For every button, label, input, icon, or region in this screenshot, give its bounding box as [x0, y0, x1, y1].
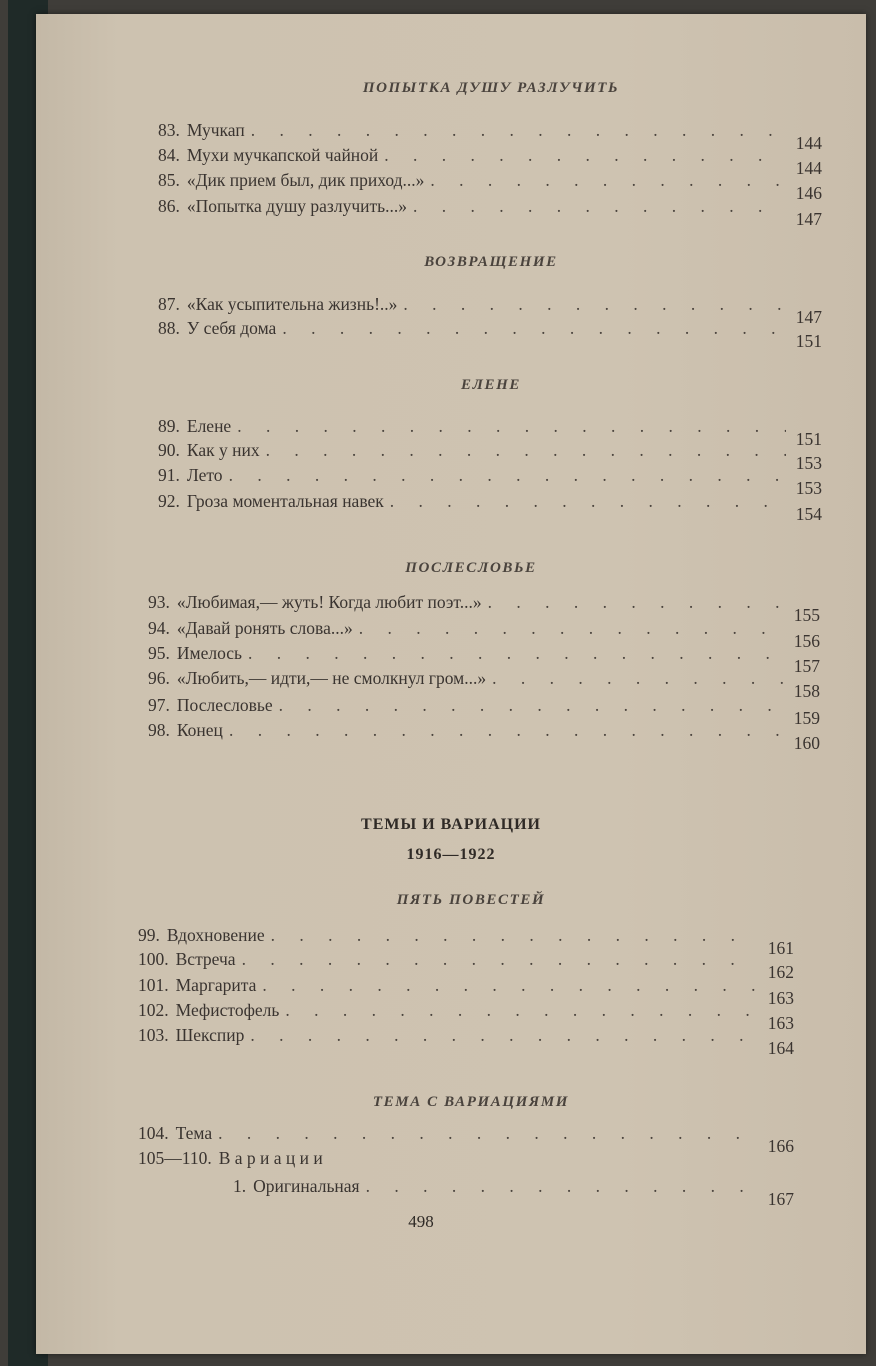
- toc-entry: [158, 145, 822, 178]
- section-heading: ПЯТЬ ПОВЕСТЕЙ: [396, 892, 546, 908]
- entry-title: «Давай ронять слова...»: [176, 618, 353, 638]
- entry-title: «Любимая,— жуть! Когда любит поэт...»: [176, 592, 482, 612]
- entry-title: Послесловье: [176, 695, 273, 715]
- entry-number: 92.: [158, 491, 180, 511]
- entry-number: 94.: [148, 618, 170, 638]
- toc-entry: [138, 925, 794, 958]
- entry-number: 1.: [233, 1176, 247, 1196]
- entry-title: «Любить,— идти,— не смолкнул гром...»: [176, 668, 487, 688]
- toc-entry: [158, 416, 822, 449]
- entry-title: Мефистофель: [175, 1000, 280, 1020]
- dot-leader: [403, 294, 786, 314]
- dot-leader: [366, 1176, 758, 1196]
- toc-entry: [148, 668, 820, 701]
- entry-page: 144: [795, 133, 822, 153]
- entry-number: 84.: [158, 145, 180, 165]
- entry-page: 164: [767, 1038, 794, 1058]
- entry-title: Вдохновение: [166, 925, 265, 945]
- toc-entry: [158, 491, 822, 524]
- dot-leader: [492, 668, 784, 688]
- dot-leader: [390, 491, 786, 511]
- entry-page: 151: [795, 429, 822, 449]
- toc-entry: [158, 294, 822, 327]
- toc-entry: [158, 440, 822, 473]
- dot-leader: [250, 1025, 758, 1045]
- entry-page: 160: [793, 733, 820, 753]
- dot-leader: [384, 145, 786, 165]
- entry-page: 153: [795, 478, 822, 498]
- entry-number: 83.: [158, 120, 180, 140]
- entry-title: Лето: [186, 465, 223, 485]
- part-title: ТЕМЫ И ВАРИАЦИИ: [361, 816, 541, 833]
- toc-entry: [148, 695, 820, 728]
- book-page: [36, 14, 866, 1354]
- entry-page: 163: [767, 988, 794, 1008]
- entry-title: В а р и а ц и и: [218, 1148, 323, 1168]
- entry-page: 162: [767, 962, 794, 982]
- dot-leader: [271, 925, 758, 945]
- entry-page: 155: [793, 605, 820, 625]
- entry-number: 101.: [138, 975, 169, 995]
- toc-entry: [138, 1148, 794, 1168]
- dot-leader: [413, 196, 786, 216]
- entry-page: 157: [793, 656, 820, 676]
- dot-leader: [229, 465, 786, 485]
- entry-number: 96.: [148, 668, 170, 688]
- dot-leader: [488, 592, 784, 612]
- dot-leader: [279, 695, 784, 715]
- entry-number: 103.: [138, 1025, 169, 1045]
- dot-leader: [242, 949, 758, 969]
- dot-leader: [251, 120, 786, 140]
- entry-title: «Попытка душу разлучить...»: [186, 196, 408, 216]
- entry-page: 146: [795, 183, 822, 203]
- entry-title: Маргарита: [175, 975, 257, 995]
- toc-entry: [148, 618, 820, 651]
- entry-number: 97.: [148, 695, 170, 715]
- entry-number: 99.: [138, 925, 160, 945]
- dot-leader: [266, 440, 786, 460]
- entry-title: Как у них: [186, 440, 260, 460]
- section-heading: ЕЛЕНЕ: [461, 377, 521, 393]
- section-heading: ПОПЫТКА ДУШУ РАЗЛУЧИТЬ: [362, 80, 620, 96]
- entry-title: Встреча: [175, 949, 236, 969]
- entry-number: 86.: [158, 196, 180, 216]
- entry-number: 93.: [148, 592, 170, 612]
- entry-page: 159: [793, 708, 820, 728]
- entry-page: 163: [767, 1013, 794, 1033]
- dot-leader: [282, 318, 786, 338]
- toc-entry: [148, 643, 820, 676]
- dot-leader: [430, 170, 786, 190]
- part-years: 1916—1922: [406, 846, 496, 863]
- entry-page: 156: [793, 631, 820, 651]
- toc-entry: [148, 592, 820, 625]
- entry-page: 147: [795, 209, 822, 229]
- dot-leader: [248, 643, 784, 663]
- entry-title: Гроза моментальная навек: [186, 491, 384, 511]
- entry-page: 161: [767, 938, 794, 958]
- entry-page: 154: [795, 504, 822, 524]
- toc-entry: [158, 120, 822, 153]
- entry-number: 89.: [158, 416, 180, 436]
- section-heading: ВОЗВРАЩЕНИЕ: [424, 254, 558, 270]
- toc-entry: [138, 949, 794, 982]
- dot-leader: [229, 720, 784, 740]
- toc-entry: [158, 318, 822, 351]
- entry-number: 87.: [158, 294, 180, 314]
- entry-page: 151: [795, 331, 822, 351]
- entry-number: 90.: [158, 440, 180, 460]
- entry-title: Конец: [176, 720, 223, 740]
- dot-leader: [262, 975, 758, 995]
- entry-title: Тема: [175, 1123, 213, 1143]
- entry-title: Елене: [186, 416, 232, 436]
- entry-number: 91.: [158, 465, 180, 485]
- toc-entry: [158, 196, 822, 229]
- toc-entry: [138, 1025, 794, 1058]
- entry-number: 100.: [138, 949, 169, 969]
- entry-number: 95.: [148, 643, 170, 663]
- entry-title: Оригинальная: [253, 1176, 360, 1196]
- entry-number: 102.: [138, 1000, 169, 1020]
- toc-entry: [148, 720, 820, 753]
- dot-leader: [285, 1000, 758, 1020]
- entry-title: Мухи мучкапской чайной: [186, 145, 379, 165]
- toc-entry: [138, 1123, 794, 1156]
- entry-page: 144: [795, 158, 822, 178]
- section-heading: ТЕМА С ВАРИАЦИЯМИ: [372, 1094, 570, 1110]
- toc-entry: [233, 1176, 794, 1209]
- entry-title: У себя дома: [186, 318, 277, 338]
- entry-number: 105—110.: [138, 1148, 212, 1168]
- dot-leader: [237, 416, 786, 436]
- entry-page: 147: [795, 307, 822, 327]
- entry-number: 88.: [158, 318, 180, 338]
- entry-title: Мучкап: [186, 120, 245, 140]
- toc-entry: [138, 975, 794, 1008]
- entry-page: 167: [767, 1189, 794, 1209]
- entry-title: «Дик прием был, дик приход...»: [186, 170, 425, 190]
- entry-title: Имелось: [176, 643, 243, 663]
- entry-number: 98.: [148, 720, 170, 740]
- toc-entry: [158, 170, 822, 203]
- dot-leader: [359, 618, 784, 638]
- entry-title: Шекспир: [175, 1025, 245, 1045]
- entry-number: 85.: [158, 170, 180, 190]
- section-heading: ПОСЛЕСЛОВЬЕ: [405, 560, 537, 576]
- entry-page: 158: [793, 681, 820, 701]
- entry-page: 153: [795, 453, 822, 473]
- dot-leader: [218, 1123, 758, 1143]
- toc-entry: [158, 465, 822, 498]
- entry-page: 166: [767, 1136, 794, 1156]
- toc-entry: [138, 1000, 794, 1033]
- entry-title: «Как усыпительна жизнь!..»: [186, 294, 398, 314]
- page-number: 498: [408, 1212, 434, 1231]
- entry-number: 104.: [138, 1123, 169, 1143]
